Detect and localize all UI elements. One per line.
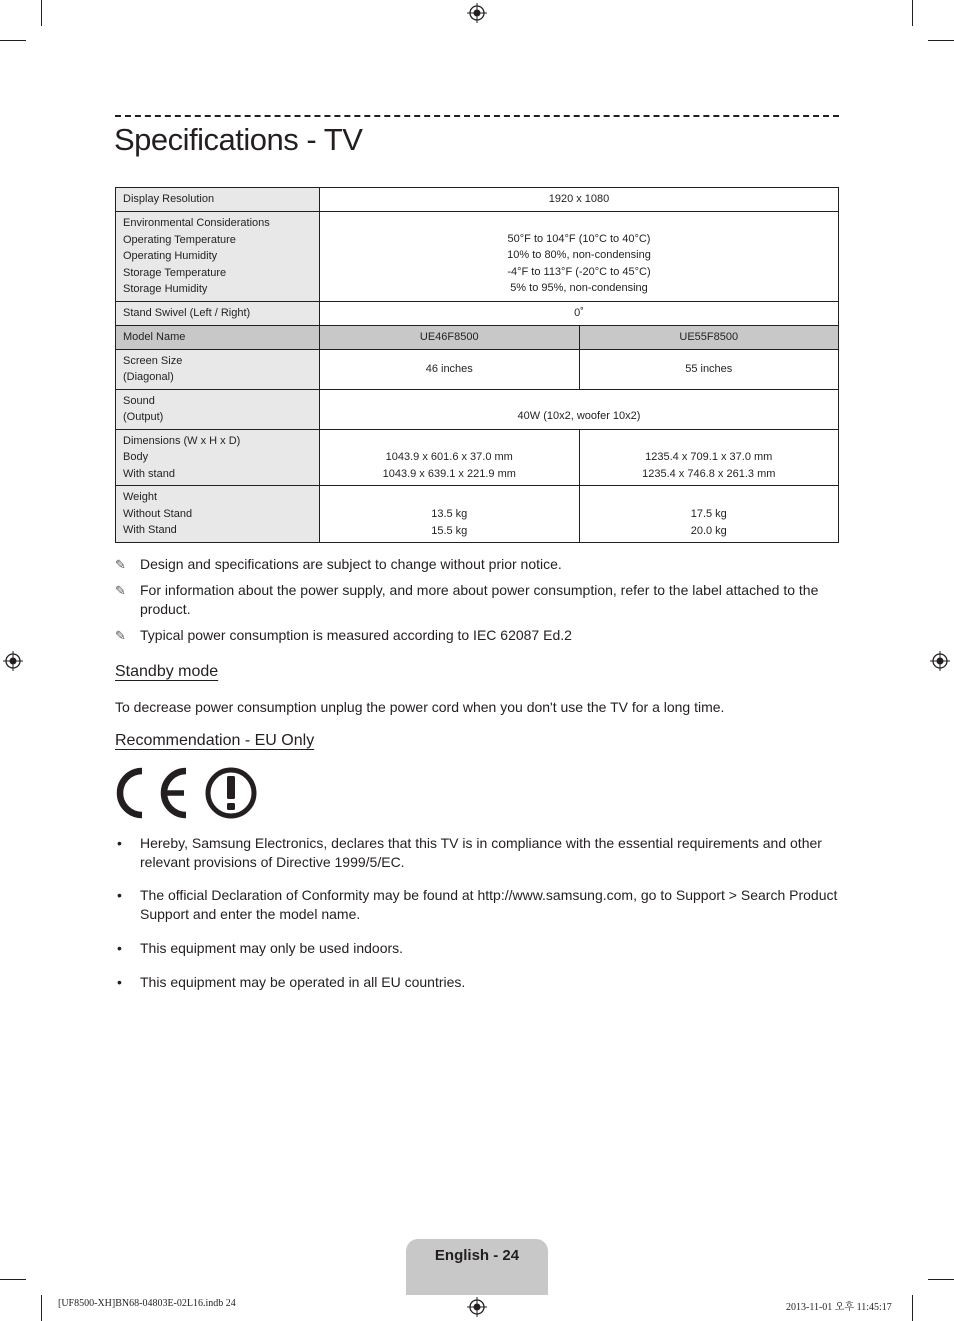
table-row xyxy=(116,325,839,349)
bullet-icon: • xyxy=(117,887,122,903)
table-row xyxy=(116,389,839,429)
crop-mark xyxy=(928,40,954,41)
footer-timestamp: 2013-11-01 오후 11:45:17 xyxy=(786,1302,892,1313)
recommendation-bullets xyxy=(115,834,839,992)
crop-mark xyxy=(0,40,26,41)
row-label xyxy=(116,212,320,302)
value-line: 1043.9 x 601.6 x 37.0 mm xyxy=(385,451,513,463)
row-label: Model Name xyxy=(116,325,320,349)
crop-mark xyxy=(912,1295,913,1321)
label-line: Environmental Considerations xyxy=(123,217,270,229)
list-item xyxy=(115,834,839,872)
bullet-icon: • xyxy=(117,940,122,956)
table-row xyxy=(116,212,839,302)
table-row xyxy=(116,486,839,543)
row-label: Stand Swivel (Left / Right) xyxy=(116,301,320,325)
value-line: 20.0 kg xyxy=(690,524,727,537)
label-line: With stand xyxy=(123,467,175,480)
value-line: 1235.4 x 709.1 x 37.0 mm xyxy=(645,451,773,463)
label-line: (Diagonal) xyxy=(123,371,174,383)
label-line: Weight xyxy=(123,491,158,504)
title-dashed-rule xyxy=(115,115,839,117)
model-b: UE55F8500 xyxy=(579,325,839,349)
label-line: Dimensions (W x H x D) xyxy=(123,434,241,447)
value-b xyxy=(579,486,839,543)
bullet-text: This equipment may only be used indoors. xyxy=(140,940,404,956)
label-line: Storage Temperature xyxy=(123,266,227,279)
page-title: Specifications - TV xyxy=(114,122,363,157)
registration-mark-icon xyxy=(930,651,950,671)
note-text: Design and specifications are subject to change without prior notice. xyxy=(140,556,562,572)
row-label xyxy=(116,486,320,543)
row-value: 40W (10x2, woofer 10x2) xyxy=(320,389,839,429)
table-row xyxy=(116,188,839,212)
row-value xyxy=(320,212,839,302)
row-label xyxy=(116,429,320,486)
note-item xyxy=(115,581,839,619)
value-line: 50°F to 104°F (10°C to 40°C) xyxy=(507,232,651,245)
registration-mark-icon xyxy=(467,3,487,23)
label-line: Screen Size xyxy=(123,354,183,367)
value-a xyxy=(320,486,580,543)
crop-mark xyxy=(41,1295,42,1321)
table-row xyxy=(116,429,839,486)
pencil-icon: ✎ xyxy=(115,557,126,572)
bullet-text: The official Declaration of Conformity may be found at http://www.samsung.com, go to Support > Search Product Support and enter the model name. xyxy=(140,887,838,922)
label-line: Body xyxy=(123,451,149,463)
row-label xyxy=(116,389,320,429)
bullet-icon: • xyxy=(117,974,122,990)
label-line: Without Stand xyxy=(123,507,193,520)
value-line: 1235.4 x 746.8 x 261.3 mm xyxy=(642,467,776,480)
notes-list xyxy=(115,555,839,652)
value-line: 10% to 80%, non-condensing xyxy=(507,249,651,262)
note-text: Typical power consumption is measured according to IEC 62087 Ed.2 xyxy=(140,627,572,643)
page-number-tab xyxy=(406,1239,548,1295)
list-item xyxy=(115,886,839,924)
value-line: 17.5 kg xyxy=(690,508,727,520)
value-line: -4°F to 113°F (-20°C to 45°C) xyxy=(507,265,651,278)
value-line: 13.5 kg xyxy=(431,508,468,520)
row-label: Display Resolution xyxy=(116,188,320,212)
page-number-label: English - 24 xyxy=(434,1247,520,1264)
row-value: 1920 x 1080 xyxy=(320,188,839,212)
value-line: 1043.9 x 639.1 x 221.9 mm xyxy=(382,467,516,480)
standby-text: To decrease power consumption unplug the power cord when you don't use the TV for a long time. xyxy=(115,699,725,715)
bullet-icon: • xyxy=(117,835,122,851)
row-label xyxy=(116,349,320,389)
bullet-text: This equipment may be operated in all EU countries. xyxy=(140,974,466,990)
bullet-text: Hereby, Samsung Electronics, declares that this TV is in compliance with the essential requirements and other relevant provisions of Directive 1999/5/EC. xyxy=(140,835,822,870)
standby-heading: Standby mode xyxy=(115,663,219,680)
value-line: 15.5 kg xyxy=(431,524,468,537)
pencil-icon: ✎ xyxy=(115,583,126,598)
note-text: For information about the power supply, and more about power consumption, refer to the label attached to the product. xyxy=(140,582,819,617)
value-b: 55 inches xyxy=(579,349,839,389)
label-line: Operating Humidity xyxy=(123,250,218,262)
label-line: Sound xyxy=(123,394,155,407)
compliance-marks xyxy=(115,766,260,825)
table-row xyxy=(116,301,839,325)
model-a: UE46F8500 xyxy=(320,325,580,349)
value-a xyxy=(320,429,580,486)
label-line: Operating Temperature xyxy=(123,233,236,246)
label-line: With Stand xyxy=(123,524,177,537)
registration-mark-icon xyxy=(467,1297,487,1317)
crop-mark xyxy=(41,0,42,26)
crop-mark xyxy=(912,0,913,26)
crop-mark xyxy=(0,1279,26,1280)
label-line: (Output) xyxy=(123,411,164,423)
value-line: 5% to 95%, non-condensing xyxy=(510,282,648,295)
pencil-icon: ✎ xyxy=(115,628,126,643)
list-item xyxy=(115,939,839,958)
label-line: Storage Humidity xyxy=(123,283,208,295)
value-b xyxy=(579,429,839,486)
recommendation-heading: Recommendation - EU Only xyxy=(115,732,315,749)
crop-mark xyxy=(928,1279,954,1280)
alert-class-2-icon xyxy=(208,770,254,816)
ce-mark-icon xyxy=(120,771,186,815)
list-item xyxy=(115,973,839,992)
note-item xyxy=(115,555,839,574)
footer-filename: [UF8500-XH]BN68-04803E-02L16.indb 24 xyxy=(58,1298,236,1309)
spec-table xyxy=(115,187,839,543)
row-value: 0˚ xyxy=(320,301,839,325)
value-a: 46 inches xyxy=(320,349,580,389)
registration-mark-icon xyxy=(3,651,23,671)
table-row xyxy=(116,349,839,389)
note-item xyxy=(115,626,839,645)
